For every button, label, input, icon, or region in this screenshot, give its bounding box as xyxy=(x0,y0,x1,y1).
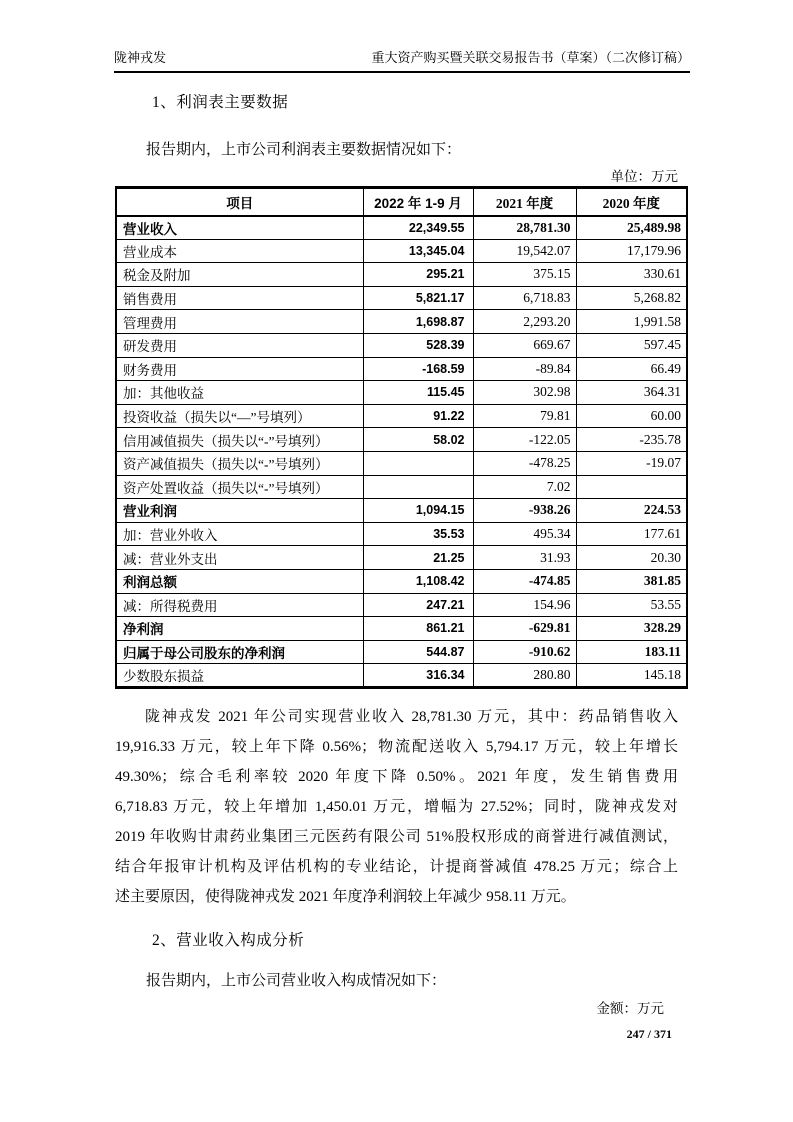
value-cell-2022: 1,698.87 xyxy=(363,310,473,334)
value-cell-2021: -478.25 xyxy=(473,451,576,475)
value-cell-2020: 5,268.82 xyxy=(576,286,687,310)
value-cell-2020: 17,179.96 xyxy=(576,239,687,263)
value-cell-2021: -89.84 xyxy=(473,357,576,381)
table-row xyxy=(116,569,687,593)
table-row xyxy=(116,499,687,523)
value-cell-2021: 19,542.07 xyxy=(473,239,576,263)
row-label-cell: 净利润 xyxy=(116,617,363,641)
value-cell-2022: 91.22 xyxy=(363,404,473,428)
paragraph-line: 6,718.83 万元，较上年增加 1,450.01 万元，增幅为 27.52%；同时，陇神戎发对 xyxy=(115,799,678,815)
value-cell-2020: 66.49 xyxy=(576,357,687,381)
row-label-cell: 财务费用 xyxy=(116,357,363,381)
value-cell-2021: 495.34 xyxy=(473,522,576,546)
value-cell-2022 xyxy=(363,475,473,499)
value-cell-2022: -168.59 xyxy=(363,357,473,381)
value-cell-2022: 58.02 xyxy=(363,428,473,452)
row-label-cell: 信用减值损失（损失以“-”号填列） xyxy=(116,428,363,452)
value-cell-2020: 364.31 xyxy=(576,381,687,405)
value-cell-2022: 1,094.15 xyxy=(363,499,473,523)
profit-table-intro: 报告期内，上市公司利润表主要数据情况如下： xyxy=(146,142,462,158)
value-cell-2022: 316.34 xyxy=(363,664,473,688)
table-row xyxy=(116,263,687,287)
row-label-cell: 销售费用 xyxy=(116,286,363,310)
value-cell-2020: 224.53 xyxy=(576,499,687,523)
value-cell-2020 xyxy=(576,475,687,499)
row-label-cell: 加：其他收益 xyxy=(116,381,363,405)
value-cell-2020: 1,991.58 xyxy=(576,310,687,334)
income-statement-table xyxy=(115,186,688,689)
value-cell-2022: 115.45 xyxy=(363,381,473,405)
paragraph-line: 19,916.33 万元，较上年下降 0.56%；物流配送收入 5,794.17 万元，较上年增长 xyxy=(115,739,678,755)
row-label-cell: 资产处置收益（损失以“-”号填列） xyxy=(116,475,363,499)
row-label-cell: 营业成本 xyxy=(116,239,363,263)
value-cell-2020: -235.78 xyxy=(576,428,687,452)
row-label-cell: 加：营业外收入 xyxy=(116,522,363,546)
table-row xyxy=(116,617,687,641)
row-label-cell: 减：所得税费用 xyxy=(116,593,363,617)
row-label-cell: 资产减值损失（损失以“-”号填列） xyxy=(116,451,363,475)
column-header-item: 项目 xyxy=(116,188,363,216)
table-row xyxy=(116,451,687,475)
value-cell-2020: 183.11 xyxy=(576,640,687,664)
value-cell-2020: 330.61 xyxy=(576,263,687,287)
income-table-body xyxy=(116,216,687,688)
value-cell-2022: 1,108.42 xyxy=(363,569,473,593)
table-row xyxy=(116,522,687,546)
table-row xyxy=(116,428,687,452)
value-cell-2022: 861.21 xyxy=(363,617,473,641)
value-cell-2022: 13,345.04 xyxy=(363,239,473,263)
value-cell-2020: 381.85 xyxy=(576,569,687,593)
value-cell-2021: 669.67 xyxy=(473,333,576,357)
table-row xyxy=(116,310,687,334)
value-cell-2021: -122.05 xyxy=(473,428,576,452)
column-header-2021: 2021 年度 xyxy=(473,188,576,216)
value-cell-2020: 53.55 xyxy=(576,593,687,617)
value-cell-2021: -474.85 xyxy=(473,569,576,593)
table-row xyxy=(116,216,687,240)
table-row xyxy=(116,593,687,617)
table-row xyxy=(116,640,687,664)
row-label-cell: 少数股东损益 xyxy=(116,664,363,688)
paragraph-line: 49.30%；综合毛利率较 2020 年度下降 0.50%。2021 年度，发生销售费用 xyxy=(115,769,678,785)
table-row xyxy=(116,475,687,499)
value-cell-2022: 35.53 xyxy=(363,522,473,546)
value-cell-2022 xyxy=(363,451,473,475)
value-cell-2022: 295.21 xyxy=(363,263,473,287)
table-row xyxy=(116,357,687,381)
row-label-cell: 营业收入 xyxy=(116,216,363,240)
row-label-cell: 减：营业外支出 xyxy=(116,546,363,570)
report-title: 重大资产购买暨关联交易报告书（草案）（二次修订稿） xyxy=(371,50,690,65)
value-cell-2020: 597.45 xyxy=(576,333,687,357)
value-cell-2020: 177.61 xyxy=(576,522,687,546)
row-label-cell: 投资收益（损失以“—”号填列） xyxy=(116,404,363,428)
value-cell-2020: 25,489.98 xyxy=(576,216,687,240)
analysis-paragraph xyxy=(115,702,678,912)
value-cell-2020: 20.30 xyxy=(576,546,687,570)
value-cell-2021: 31.93 xyxy=(473,546,576,570)
unit-label-revenue-table: 金额：万元 xyxy=(596,1001,664,1016)
value-cell-2022: 5,821.17 xyxy=(363,286,473,310)
row-label-cell: 营业利润 xyxy=(116,499,363,523)
value-cell-2021: -938.26 xyxy=(473,499,576,523)
value-cell-2020: 60.00 xyxy=(576,404,687,428)
page-number: 247 / 371 xyxy=(626,1027,672,1041)
paragraph-line: 述主要原因，使得陇神戎发 2021 年度净利润较上年减少 958.11 万元。 xyxy=(115,889,576,905)
value-cell-2020: -19.07 xyxy=(576,451,687,475)
paragraph-line: 结合年报审计机构及评估机构的专业结论，计提商誉减值 478.25 万元；综合上 xyxy=(115,859,678,875)
value-cell-2022: 528.39 xyxy=(363,333,473,357)
revenue-table-intro: 报告期内，上市公司营业收入构成情况如下： xyxy=(146,973,447,989)
value-cell-2022: 247.21 xyxy=(363,593,473,617)
table-row xyxy=(116,546,687,570)
value-cell-2021: -629.81 xyxy=(473,617,576,641)
table-row xyxy=(116,664,687,688)
row-label-cell: 归属于母公司股东的净利润 xyxy=(116,640,363,664)
value-cell-2022: 21.25 xyxy=(363,546,473,570)
value-cell-2021: 7.02 xyxy=(473,475,576,499)
row-label-cell: 研发费用 xyxy=(116,333,363,357)
value-cell-2020: 145.18 xyxy=(576,664,687,688)
value-cell-2021: 28,781.30 xyxy=(473,216,576,240)
value-cell-2021: 302.98 xyxy=(473,381,576,405)
value-cell-2022: 22,349.55 xyxy=(363,216,473,240)
unit-label-profit-table: 单位：万元 xyxy=(610,169,678,184)
value-cell-2021: 2,293.20 xyxy=(473,310,576,334)
row-label-cell: 管理费用 xyxy=(116,310,363,334)
company-name: 陇神戎发 xyxy=(114,50,167,65)
value-cell-2022: 544.87 xyxy=(363,640,473,664)
value-cell-2021: 375.15 xyxy=(473,263,576,287)
section-heading-profit-data: 1、利润表主要数据 xyxy=(152,94,289,111)
value-cell-2021: 280.80 xyxy=(473,664,576,688)
row-label-cell: 利润总额 xyxy=(116,569,363,593)
value-cell-2021: -910.62 xyxy=(473,640,576,664)
value-cell-2020: 328.29 xyxy=(576,617,687,641)
value-cell-2021: 6,718.83 xyxy=(473,286,576,310)
table-row xyxy=(116,381,687,405)
section-heading-revenue-analysis: 2、营业收入构成分析 xyxy=(152,932,305,949)
table-row xyxy=(116,333,687,357)
value-cell-2021: 154.96 xyxy=(473,593,576,617)
column-header-2020: 2020 年度 xyxy=(576,188,687,216)
page-header xyxy=(114,50,690,73)
column-header-2022: 2022 年 1-9 月 xyxy=(363,188,473,216)
table-row xyxy=(116,286,687,310)
table-row xyxy=(116,404,687,428)
paragraph-line: 陇神戎发 2021 年公司实现营业收入 28,781.30 万元，其中：药品销售收入 xyxy=(145,709,678,725)
row-label-cell: 税金及附加 xyxy=(116,263,363,287)
table-header-row xyxy=(116,188,687,216)
paragraph-line: 2019 年收购甘肃药业集团三元医药有限公司 51%股权形成的商誉进行减值测试， xyxy=(115,829,678,845)
table-row xyxy=(116,239,687,263)
value-cell-2021: 79.81 xyxy=(473,404,576,428)
